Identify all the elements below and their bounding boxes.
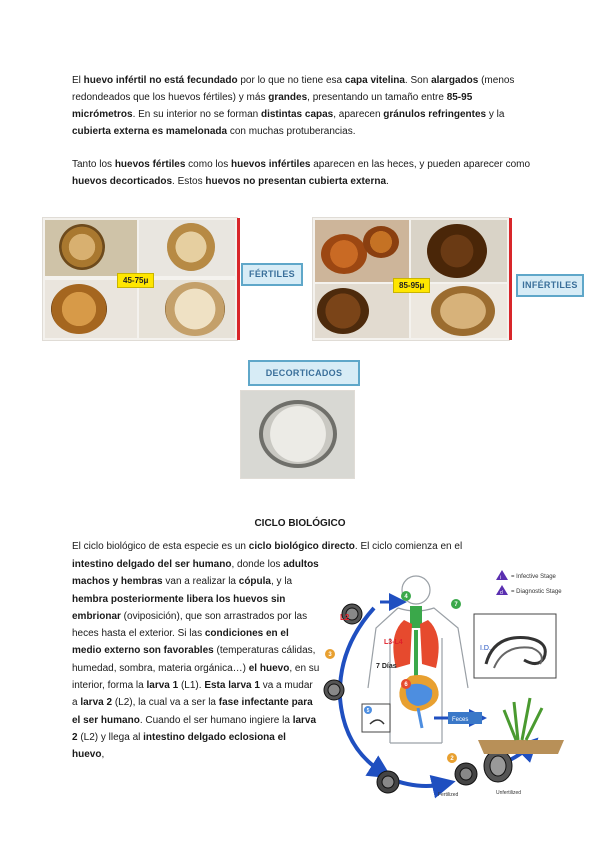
micrograph-fertile-2 <box>139 220 235 276</box>
label-unfertilized: Unfertilized <box>496 790 522 796</box>
infertile-label: INFÉRTILES <box>516 274 584 297</box>
infective-stage-icon <box>496 570 508 580</box>
paragraph-infertile-eggs <box>72 72 532 140</box>
text: (L2) y llega al <box>77 731 144 743</box>
bold-text: el huevo <box>248 662 290 674</box>
label-days: 7 Días <box>376 663 397 670</box>
fertile-eggs-micrographs <box>42 217 238 341</box>
bold-text: Esta larva 1 <box>204 680 260 692</box>
micrograph-infertile-1 <box>315 220 409 282</box>
text: , y la <box>271 576 293 588</box>
step-label: 6 <box>404 682 408 688</box>
step-label: 4 <box>404 594 408 600</box>
text: . Estos <box>172 176 206 187</box>
bold-text: huevos decorticados <box>72 176 173 187</box>
bold-text: ciclo biológico directo <box>248 541 355 552</box>
bold-text: gránulos refringentes <box>383 109 487 120</box>
divider <box>237 218 240 340</box>
text: , presentando un tamaño entre <box>307 92 447 103</box>
egg <box>431 286 495 336</box>
step-label: 5 <box>366 708 370 714</box>
larva-box <box>362 704 390 732</box>
egg <box>167 223 215 271</box>
bold-text: hembra posteriormente libera los huevos sin embrionar <box>72 593 286 622</box>
text: (oviposición), que son arrastrados por las heces hasta el exterior. Si las <box>72 610 308 640</box>
step-label: 7 <box>454 602 458 608</box>
text: El <box>72 75 84 86</box>
organs <box>393 606 438 728</box>
egg <box>51 284 107 334</box>
bold-text: larva 2 <box>72 714 317 743</box>
text: aparecen en las heces, y pueden aparecer como <box>310 159 531 170</box>
infertile-eggs-micrographs <box>312 217 510 341</box>
life-cycle-diagram <box>318 568 568 804</box>
legend-infective: = Infective Stage <box>511 574 556 580</box>
text: y la <box>486 109 505 120</box>
bold-text: huevos no presentan cubierta externa <box>205 176 387 187</box>
text: , donde los <box>231 559 284 570</box>
legend-letter: i <box>500 575 502 581</box>
text: van a realizar la <box>162 576 239 588</box>
section-title: CICLO BIOLÓGICO <box>254 518 346 529</box>
legend-diagnostic: = Diagnostic Stage <box>511 589 562 595</box>
egg <box>59 224 105 270</box>
paragraph-decorticated-eggs <box>72 156 532 190</box>
bold-text: huevos fértiles <box>114 159 186 170</box>
label-l3l4: L3-L4 <box>384 639 403 646</box>
text: . En su interior no se forman <box>132 109 261 120</box>
bold-text: cópula <box>238 576 271 588</box>
text: . <box>386 176 389 187</box>
legend-letter: d <box>500 590 503 596</box>
bold-text: larva 2 <box>80 697 113 709</box>
text: como los <box>185 159 231 170</box>
text: (temperaturas cálidas, humedad, sombra, materia orgánica…) <box>72 645 316 674</box>
bold-text: intestino delgado del ser humano <box>72 559 232 570</box>
bold-text: cubierta externa es mamelonada <box>72 126 228 137</box>
infertile-size-badge: 85-95μ <box>393 278 430 293</box>
bold-text: grandes <box>268 92 308 103</box>
bold-text: huevo infértil no está fecundado <box>83 75 238 86</box>
text: El ciclo biológico de esta especie es un <box>72 541 249 552</box>
bold-text: adultos machos y hembras <box>72 559 319 588</box>
step-label: 3 <box>328 652 332 658</box>
bold-text: huevos infértiles <box>230 159 311 170</box>
egg <box>321 234 367 274</box>
label-fertilized: Fertilized <box>438 792 459 798</box>
bold-text: alargados <box>431 75 479 86</box>
bold-text: larva 1 <box>146 680 179 692</box>
label-l2: L2 <box>340 613 350 622</box>
text: . Cuando el ser humano ingiere la <box>139 714 293 726</box>
fertile-label: FÉRTILES <box>241 263 303 286</box>
text: por lo que no tiene esa <box>237 75 345 86</box>
fertile-size-badge: 45-75μ <box>117 273 154 288</box>
bold-text: capa vitelina <box>344 75 405 86</box>
bold-text: condiciones en el medio externo son favorables <box>72 628 289 657</box>
label-id: I.D. <box>480 645 491 652</box>
soil-plant <box>478 698 564 754</box>
bold-text: intestino delgado eclosiona el huevo <box>72 731 286 761</box>
text: , aparecen <box>333 109 384 120</box>
text: . El ciclo comienza en el <box>354 541 463 552</box>
step-label: 2 <box>450 756 454 762</box>
decorticated-egg-micrograph <box>240 390 355 479</box>
egg <box>427 224 487 278</box>
egg <box>317 288 369 334</box>
paragraph-cycle <box>72 556 320 764</box>
micrograph-fertile-3 <box>45 280 137 338</box>
paragraph-cycle-intro <box>72 538 536 555</box>
text: con muchas protuberancias. <box>227 126 356 137</box>
micrograph-fertile-4 <box>139 280 235 338</box>
micrograph-fertile-1 <box>45 220 137 276</box>
legend <box>496 570 562 596</box>
text: (menos redondeados que los huevos fértiles) y más <box>72 75 515 103</box>
text: (L1). <box>178 680 205 692</box>
text: va a mudar a <box>72 680 313 709</box>
label-feces: Feces <box>452 717 469 723</box>
egg <box>259 400 337 468</box>
text: , en su interior, forma la <box>72 662 320 692</box>
micrograph-infertile-2 <box>411 220 507 282</box>
adult-worm-box <box>474 614 556 678</box>
text: , <box>101 749 105 761</box>
decorticated-label: DECORTICADOS <box>248 360 360 386</box>
text: Tanto los <box>72 159 115 170</box>
egg <box>363 226 399 258</box>
divider <box>509 218 512 340</box>
text: . Son <box>404 75 432 86</box>
bold-text: distintas capas <box>260 109 334 120</box>
bold-text: fase infectante para el ser humano <box>72 697 313 726</box>
egg <box>165 282 225 336</box>
text: (L2), la cual va a ser la <box>112 697 219 709</box>
bold-text: 85-95 micrómetros <box>72 92 473 120</box>
